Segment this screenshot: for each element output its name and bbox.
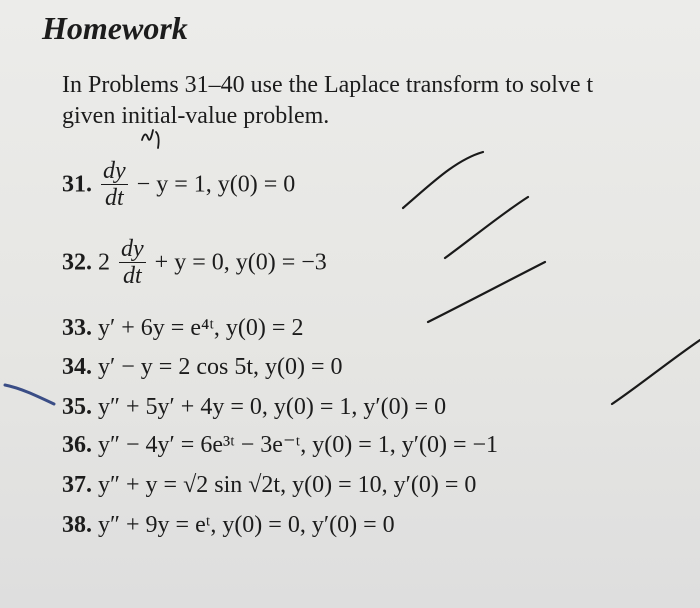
problem-equation: + y = 0, y(0) = −3 [154, 249, 327, 276]
problem-31 [62, 158, 295, 211]
instructions-line-1: In Problems 31–40 use the Laplace transform to solve t [62, 72, 594, 98]
problem-33 [62, 313, 303, 343]
problem-35 [62, 392, 446, 422]
fraction-numerator: dy [103, 158, 126, 184]
derivative-fraction [119, 236, 146, 289]
problem-equation: y″ − 4y′ = 6e³ᵗ − 3e⁻ᵗ, y(0) = 1, y′(0) = −1 [98, 432, 499, 458]
page-title: Homework [42, 10, 188, 46]
problem-number: 38. [62, 512, 92, 538]
check-stroke-35 [612, 340, 700, 404]
problem-equation: y′ + 6y = e⁴ᵗ, y(0) = 2 [98, 315, 304, 341]
problem-equation: y″ + 5y′ + 4y = 0, y(0) = 1, y′(0) = 0 [98, 394, 447, 420]
problem-number: 37. [62, 472, 92, 498]
problem-36 [62, 430, 498, 460]
check-stroke-31 [403, 152, 483, 208]
problem-38 [62, 510, 395, 540]
problem-37 [62, 470, 476, 500]
problem-number: 32. [62, 249, 92, 276]
problem-number: 35. [62, 394, 92, 420]
fraction-numerator: dy [121, 236, 144, 262]
instructions [62, 70, 700, 132]
problem-equation: y″ + y = √2 sin √2t, y(0) = 10, y′(0) = 0 [98, 472, 477, 498]
problem-number: 33. [62, 315, 92, 341]
check-stroke-32 [445, 197, 528, 258]
problem-equation: y″ + 9y = eᵗ, y(0) = 0, y′(0) = 0 [98, 512, 395, 538]
problem-34 [62, 352, 343, 382]
problem-number: 31. [62, 171, 92, 198]
instructions-line-2: given initial-value problem. [62, 103, 330, 129]
margin-mark-35 [5, 385, 54, 404]
derivative-fraction [101, 158, 128, 211]
scribble-mark [142, 130, 159, 148]
fraction-denominator: dt [104, 185, 124, 211]
problem-32 [62, 236, 327, 289]
check-stroke-33 [428, 262, 545, 322]
problem-equation: y′ − y = 2 cos 5t, y(0) = 0 [98, 354, 343, 380]
problem-equation: − y = 1, y(0) = 0 [136, 171, 296, 198]
fraction-denominator: dt [122, 263, 142, 289]
problem-number: 34. [62, 354, 92, 380]
coefficient: 2 [98, 249, 110, 276]
problem-number: 36. [62, 432, 92, 458]
